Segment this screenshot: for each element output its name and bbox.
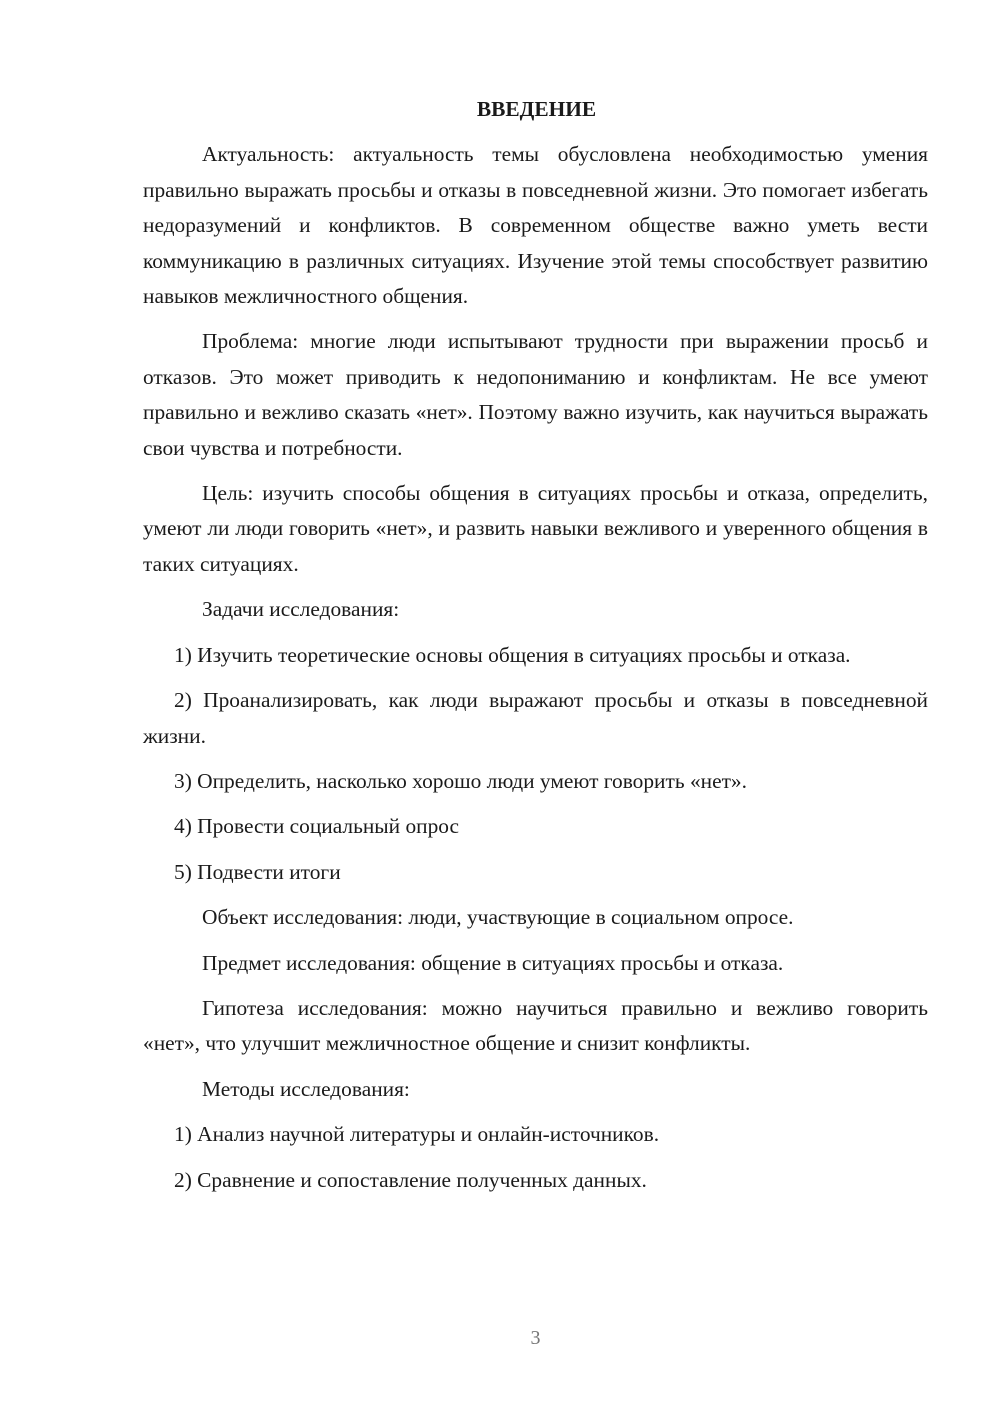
hypothesis-paragraph: Гипотеза исследования: можно научиться правильно и вежливо говорить «нет», что улучшит межличностное общение и снизит конфликты. [143, 995, 928, 1056]
methods-heading: Методы исследования: [202, 1076, 410, 1101]
problem-paragraph: Проблема: многие люди испытывают трудности при выражении просьб и отказов. Это может приводить к недопониманию и конфликтам. Не все умеют правильно и вежливо сказать «нет». Поэтому важно изучить, как научиться выражать свои чувства и потребности. [143, 329, 928, 460]
task-item: 3) Определить, насколько хорошо люди умеют говорить «нет». [174, 768, 747, 793]
tasks-heading: Задачи исследования: [202, 597, 400, 622]
section-title: ВВЕДЕНИЕ [476, 97, 597, 121]
relevance-paragraph: Актуальность: актуальность темы обусловлена необходимостью умения правильно выражать просьбы и отказы в повседневной жизни. Это помогает избегать недоразумений и конфликтов. В современном обществе важно уметь вести коммуникацию в различных ситуациях. Изучение этой темы способствует развитию навыков межличностного общения. [143, 142, 928, 309]
method-item: 1) Анализ научной литературы и онлайн-источников. [174, 1122, 660, 1147]
method-item: 2) Сравнение и сопоставление полученных данных. [174, 1167, 647, 1192]
object-paragraph: Объект исследования: люди, участвующие в социальном опросе. [202, 905, 794, 930]
task-item: 1) Изучить теоретические основы общения в ситуациях просьбы и отказа. [174, 642, 851, 667]
task-item: 4) Провести социальный опрос [174, 814, 460, 839]
task-item: 5) Подвести итоги [174, 859, 341, 884]
page-number: 3 [530, 1327, 541, 1349]
task-item: 2) Проанализировать, как люди выражают просьбы и отказы в повседневной жизни. [143, 688, 928, 748]
document-page [143, 92, 928, 1208]
goal-paragraph: Цель: изучить способы общения в ситуациях просьбы и отказа, определить, умеют ли люди говорить «нет», и развить навыки вежливого и уверенного общения в таких ситуациях. [143, 481, 928, 576]
subject-paragraph: Предмет исследования: общение в ситуациях просьбы и отказа. [202, 950, 784, 975]
